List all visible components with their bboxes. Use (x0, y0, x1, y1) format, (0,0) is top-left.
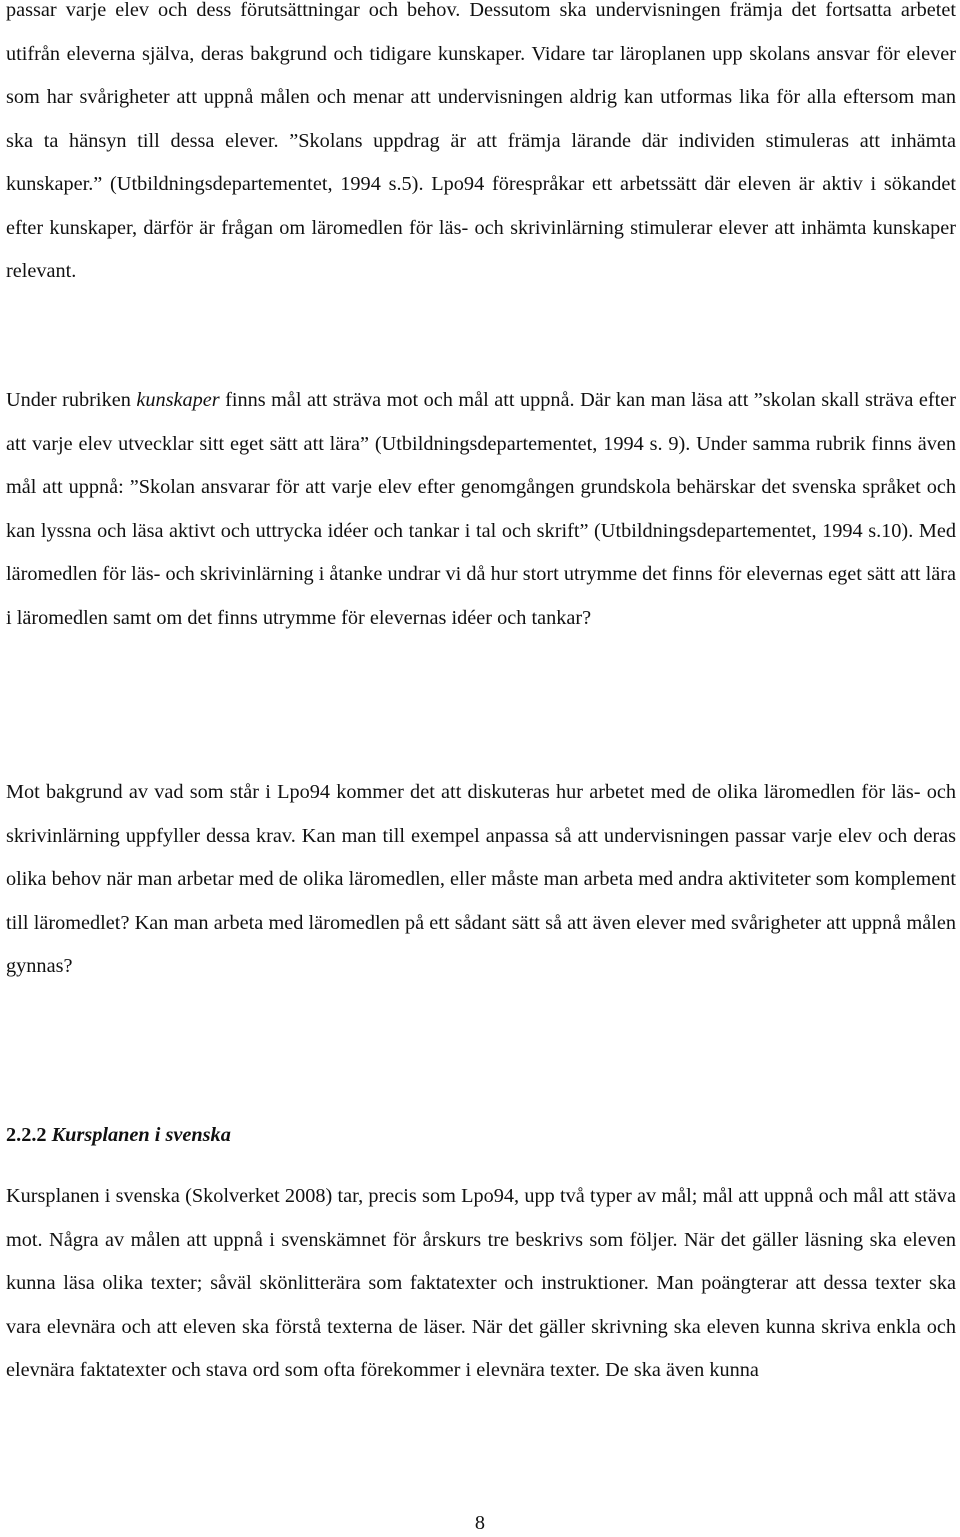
paragraph-text-after: finns mål att sträva mot och mål att uppnå. Där kan man läsa att ”skolan skall sträva efter att varje elev utvecklar sitt eget sätt att lära” (Utbildningsdepartementet, 1994 s. 9). Under samma rubrik finns även mål att uppnå: ”Skolan ansvarar för att varje elev efter genomgången grundskola behärskar det svenska språket och kan lyssna och läsa aktivt och uttrycka idéer och tankar i tal och skrift” (Utbildningsdepartementet, 1994 s.10). Med läromedlen för läs- och skrivinlärning i åtanke undrar vi då hur stort utrymme det finns för elevernas eget sätt att lära i läromedlen samt om det finns utrymme för elevernas idéer och tankar? (6, 389, 956, 629)
paragraph-text: passar varje elev och dess förutsättningar och behov. Dessutom ska undervisningen främja det fortsatta arbetet utifrån eleverna själva, deras bakgrund och tidigare kunskaper. Vidare tar läroplanen upp skolans ansvar för elever som har svårigheter att uppnå målen och menar att undervisningen aldrig kan utformas lika för alla eftersom man ska ta hänsyn till dessa elever. ”Skolans uppdrag är att främja lärande där individen stimuleras att inhämta kunskaper.” (Utbildningsdepartementet, 1994 s.5). Lpo94 förespråkar ett arbetssätt där eleven är aktiv i sökandet efter kunskaper, därför är frågan om läromedlen för läs- och skrivinlärning stimulerar elever att inhämta kunskaper relevant. (6, 0, 956, 282)
section-title: Kursplanen i svenska (51, 1124, 231, 1146)
page-number: 8 (474, 1512, 486, 1534)
paragraph-text-before: Under rubriken (6, 389, 137, 411)
paragraph-text: Mot bakgrund av vad som står i Lpo94 kommer det att diskuteras hur arbetet med de olika läromedlen för läs- och skrivinlärning uppfyller dessa krav. Kan man till exempel anpassa så att undervisningen passar varje elev och deras olika behov när man arbetar med de olika läromedlen, eller måste man arbeta med andra aktiviteter som komplement till läromedlet? Kan man arbeta med läromedlen på ett sådant sätt så att även elever med svårigheter att uppnå målen gynnas? (6, 781, 956, 977)
section-heading (6, 1118, 231, 1152)
paragraph-mot-bakgrund (6, 771, 956, 989)
paragraph-lpo94-intro (6, 0, 956, 294)
paragraph-text: Kursplanen i svenska (Skolverket 2008) tar, precis som Lpo94, upp två typer av mål; mål att uppnå och mål att stäva mot. Några av målen att uppnå i svenskämnet för årskurs tre beskrivs som följer. När det gäller läsning ska eleven kunna läsa olika texter; såväl skönlitterära som faktatexter och instruktioner. Man poängterar att dessa texter ska vara elevnära och att eleven ska förstå texterna de läser. När det gäller skrivning ska eleven kunna skriva enkla och elevnära faktatexter och stava ord som ofta förekommer i elevnära texter. De ska även kunna (6, 1185, 956, 1381)
emphasis-kunskaper: kunskaper (136, 389, 220, 411)
paragraph-kunskaper (6, 379, 956, 640)
paragraph-kursplanen (6, 1175, 956, 1393)
section-number: 2.2.2 (6, 1124, 47, 1146)
